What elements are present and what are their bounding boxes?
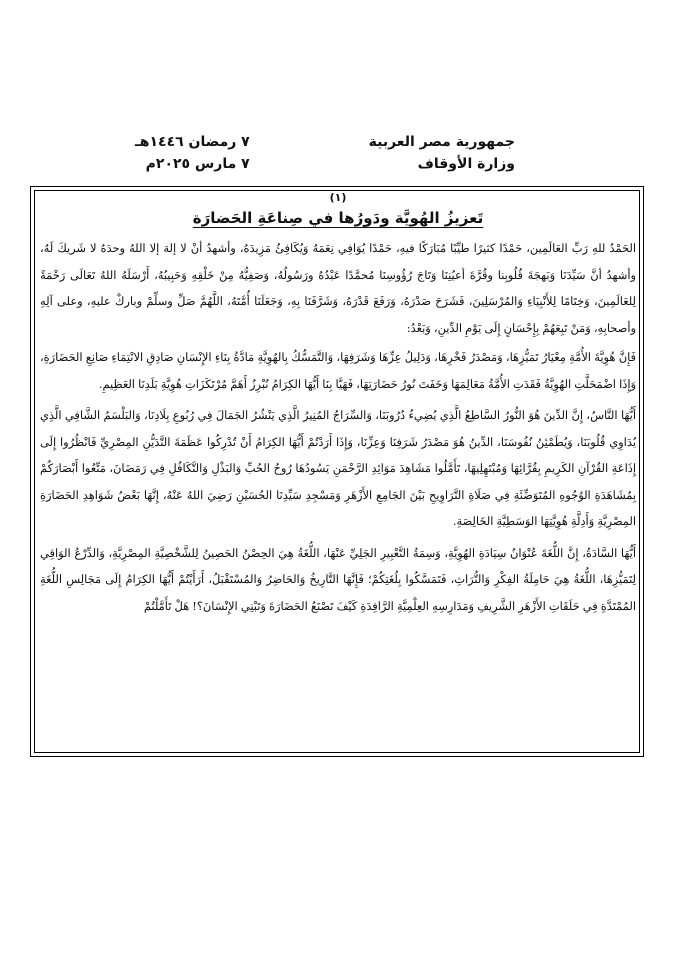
ministry-name: وزارة الأوقاف [417, 156, 515, 172]
paragraph-opening: الحَمْدُ للهِ رَبِّ العَالَمِين، حَمْدًا كثيرًا طيِّبًا مُبَارَكًا فيهِ، حَمْدًا يُوَافِي نِعَمَهُ وَيُكَافِئُ مَزِيدَهُ، وأشهدُ أنْ لا إلهَ إلا اللهُ وحدَهُ لا شَريكَ لَهُ، وأشهدُ أنَّ سَيِّدَنَا وَبَهجَةَ قُلُوبِنا وقُرَّةَ أعيُنِنَا وَتَاجَ رُؤُوسِنَا مُحمَّدًا عَبْدُهُ ورَسُولُهُ، وَصَفِيُّهُ مِنْ خَلْقِهِ وَحَبِيبُهُ، أَرْسَلَهُ اللهُ تَعَالَى رَحْمَةً لِلعَالَمِينَ، وَخِتَامًا لِلأَنْبِيَاءِ وَالمُرْسَلِينَ، فَشَرَحَ صَدْرَهُ، وَرَفَعَ قَدْرَهُ، وَشَرَّفَنَا بِهِ، وَجَعَلَنَا أُمَّتَهُ، اللَّهُمَّ صَلِّ وسلِّمْ وباركْ عليهِ، وعلى آلِهِ وأصحابِهِ، وَمَنْ تَبِعَهُمْ بِإِحْسَانٍ إِلَى يَوْمِ الدِّينِ، وَبَعْدُ: [40, 241, 636, 335]
country-name: جمهورية مصر العربية [368, 134, 515, 150]
header-dates [135, 133, 250, 173]
page-number: (١) [329, 191, 347, 204]
paragraph-religion: أَيُّهَا النَّاسُ، إِنَّ الدِّينَ هُوَ النُّورُ السَّاطِعُ الَّذِي يُضِيءُ دُرُوبَنَا، وَالسِّرَاجُ المُنِيرُ الَّذِي يَنْشُرُ الجَمَالَ فِي رُبُوعِ بِلَادِنَا، وَالبَلْسَمُ الشَّافِي الَّذِي يُدَاوِي قُلُوبَنَا، وَيُطَمْئِنُ نُفُوسَنَا، الدِّينُ هُوَ مَصْدَرُ شَرَفِنَا وَعِزِّنَا، وَإِذَا أَرَدْتُمْ أَيُّهَا الكِرَامُ أَنْ تُدْرِكُوا عَظَمَةَ التَّدَيُّنِ المِصْرِيِّ فَانْظُرُوا إِلَى إِذَاعَةِ القُرْآنِ الكَرِيمِ بِقُرَّائِهَا وَمُبْتَهِلِيهَا، تَأَمَّلُوا مَشَاهِدَ مَوَائِدِ الرَّحْمَنِ يَسُودُهَا رُوحُ الحُبِّ وَالبَذْلِ وَالتَّكَافُلِ فِي رَمَضَانَ، مَتِّعُوا أَبْصَارَكُمْ بِمُشَاهَدَةِ الوُجُوهِ المُتَوَضِّئَةِ فِي صَلَاةِ التَّرَاوِيحِ بَيْنَ الجَامِعِ الأَزْهَرِ وَمَسْجِدِ سَيِّدِنَا الحُسَيْنِ رَضِيَ اللهُ عَنْهُ، إِنَّهَا بَعْضُ شَوَاهِدِ الحَضَارَةِ المِصْرِيَّةِ وَأَدِلَّةِ هُوِيَّتِهَا الوَسَطِيَّةِ الخَالِصَةِ. [40, 408, 636, 528]
paragraph-language: أَيُّهَا السَّادَةُ، إِنَّ اللُّغَةَ عُنْوَانُ سِيَادَةِ الهُوِيَّةِ، وَسِمَةُ التَّعْبِيرِ الجَلِيِّ عَنْهَا، اللُّغَةُ هِيَ الحِصْنُ الحَصِينُ لِلشَّخْصِيَّةِ المِصْرِيَّةِ، وَالدِّرْعُ الوَاقِي لِتَمَيُّزِهَا، اللُّغَةُ هِيَ حَامِلَةُ الفِكْرِ وَالتُّرَاثِ، فَتَمَسَّكُوا بِلُغَتِكُمْ؛ فَإِنَّهَا التَّارِيخُ وَالحَاضِرُ وَالمُسْتَقْبَلُ، أَرَأَيْتُمْ أَيُّهَا الكِرَامُ إِلَى مَجَالِسِ اللُّغَةِ المُمْتَدَّةِ فِي حَلَقَاتِ الأَزْهَرِ الشَّرِيفِ وَمَدَارِسِهِ العِلْمِيَّةِ الرَّافِدَةِ كَيْفَ تَصْنَعُ الحَضَارَةَ وَتَبْنِي الإِنْسَانَ؟! هَلْ تَأَمَّلْتُمْ [40, 545, 636, 613]
document-header [135, 133, 515, 181]
sermon-title: تَعزيزُ الهُويَّة ودَورُها في صِناعَةِ الحَضارَة [192, 209, 484, 227]
hijri-date: ٧ رمضان ١٤٤٦هـ [135, 134, 250, 150]
gregorian-date: ٧ مارس ٢٠٢٥م [145, 156, 250, 172]
paragraph-identity: فَإِنَّ هُوِيَّةَ الأُمَّةِ مِعْيَارُ تَمَيُّزِهَا، وَمَصْدَرُ فَخْرِهَا، وَدَلِيلُ عِزِّهَا وَشَرَفِهَا، وَالتَّمَسُّكُ بِالهُوِيَّةِ مَادَّةُ بِنَاءِ الإِنْسَانِ صَادِقِ الانْتِمَاءِ صَانِعِ الحَضَارَةِ، وَإِذَا اضْمَحَلَّتِ الهُوِيَّةُ فَقَدَتِ الأُمَّةُ مَعَالِمَهَا وَخَفَتَ نُورُ حَضَارَتِهَا، فَهَيَّا بِنَا أَيُّهَا الكِرَامُ نُبْرِزُ أَهَمَّ مُرْتَكَزَاتِ هُوِيَّةِ بَلَدِنَا العَظِيمِ. [40, 350, 636, 391]
header-authority [369, 133, 515, 173]
sermon-body [40, 191, 636, 624]
